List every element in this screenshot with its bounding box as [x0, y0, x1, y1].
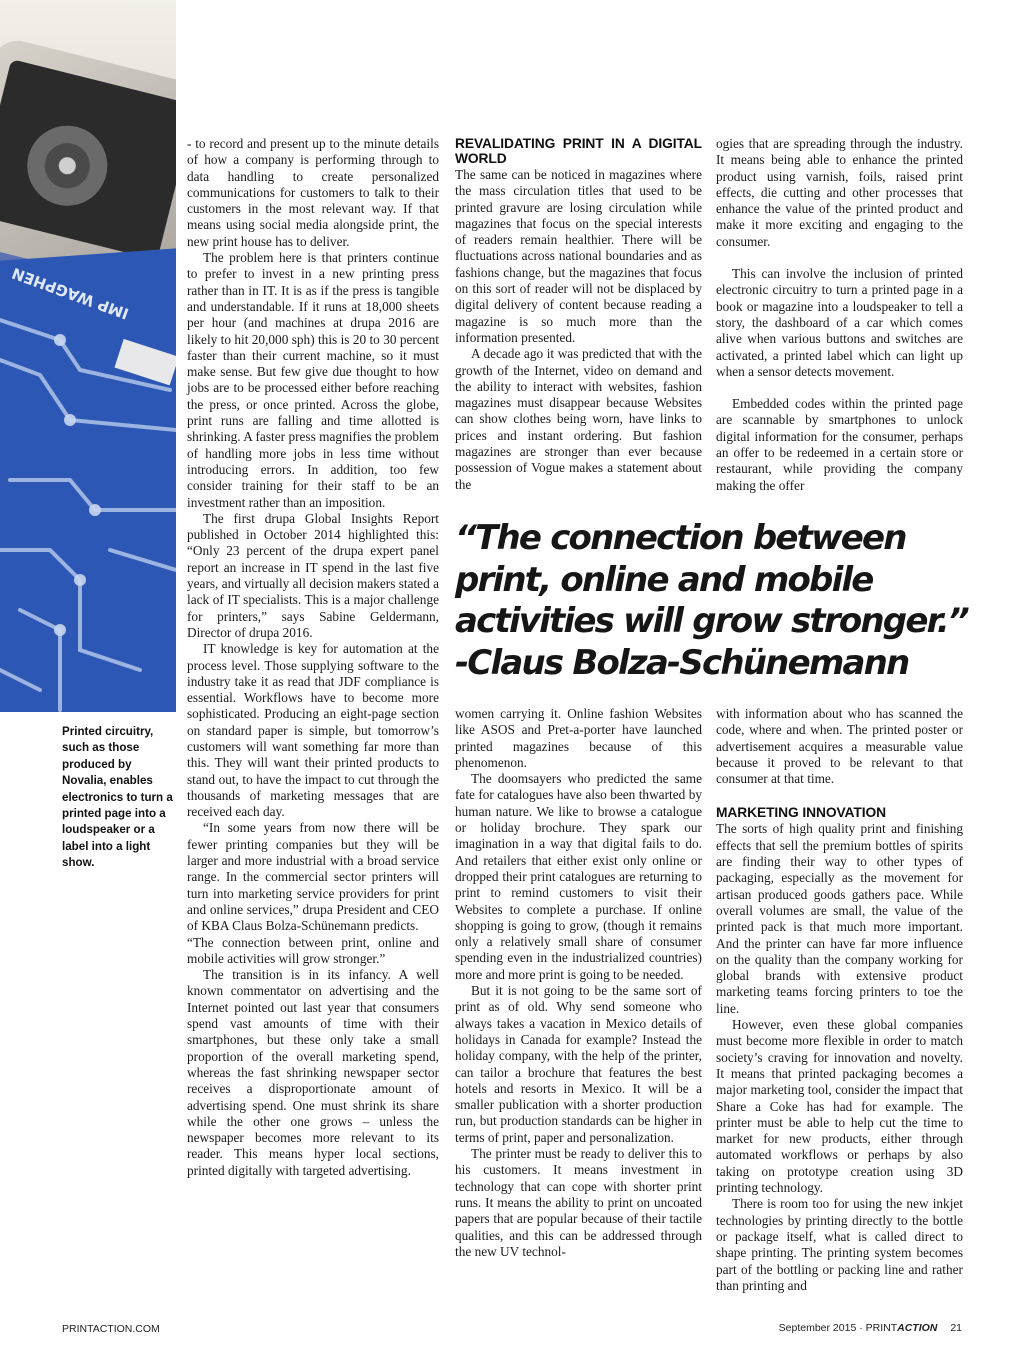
- paragraph: The sorts of high quality print and finishing effects that sell the premium bottles of spirits are finding their way to other types of packaging, especially as the movement for artisan produced goods gathers pace. While overall volumes are small, the value of the printed pack is that much more important. And the printer can have far more influence on the quality than the company working for global brands with extensive product marketing teams forcing printers to toe the line.: [716, 821, 963, 1016]
- paragraph: The problem here is that printers continue to prefer to invest in a new printing press rather than in IT. It is as if the press is tangible and understandable. If it runs at 18,000 sheets per hour (and machines at drupa 2016 are likely to hit 20,000 sph) this is 20 to 30 percent faster than their current machine, so it must make sense. But few give due thought to how jobs are to be processed either before reaching the press, or once printed. Across the globe, print runs are falling and time allotted is shrinking. A faster press magnifies the problem of handling more jobs in less time without introducing errors. In addition, too few consider training for their staff to be an investment rather than an imposition.: [187, 250, 439, 510]
- vinyl-disc: [19, 117, 116, 214]
- article-column-3-bottom: [716, 706, 963, 1294]
- paragraph: There is room too for using the new inkjet technologies by printing directly to the bottle or package itself, what is called direct to shape printing. The printing system becomes part of the bottling or packing line and rather than printing and: [716, 1196, 963, 1293]
- paragraph: “In some years from now there will be fewer printing companies but they will be larger and more industrial with a broad service range. In the commercial sector printers will turn into marketing service providers for print and online services,” drupa President and CEO of KBA Claus Bolza-Schünemann predicts.: [187, 820, 439, 934]
- pull-quote-line: “The connection between: [455, 518, 906, 558]
- paragraph: with information about who has scanned the code, where and when. The printed poster or advertisement acquires a measurable value because it proved to be relevant to that consumer at that time.: [716, 706, 963, 787]
- paragraph: “The connection between print, online and mobile activities will grow stronger.”: [187, 934, 439, 966]
- paragraph: The first drupa Global Insights Report published in October 2014 highlighted this: “Only 23 percent of the drupa expert panel report an increase in IT spend in the last five years, and virtually all decision makers stated a lack of IT specialists. This is a major challenge for printers,” says Sabine Geldermann, Director of drupa 2016.: [187, 510, 439, 640]
- section-heading: MARKETING INNOVATION: [716, 805, 886, 821]
- printed-circuit-graphic: [0, 250, 176, 712]
- footer-brand-action: ACTION: [897, 1322, 938, 1334]
- footer-date: September 2015 ·: [778, 1322, 863, 1334]
- paragraph: The transition is in its infancy. A well known commentator on advertising and the Internet pointed out last year that consumers spend vast amounts of time with their smartphones, but these only take a small proportion of the overall marketing spend, whereas the fast shrinking newspaper sector receives a disproportionate amount of advertising spend. One must shrink its share while the other one grows – unless the newspaper becomes more relevant to its reader. This means hyper local sections, printed digitally with targeted advertising.: [187, 967, 439, 1178]
- paragraph: A decade ago it was predicted that with the growth of the Internet, video on demand and the ability to interact with websites, fashion magazines must disappear because Websites can show clothes being worn, have links to prices and instant ordering. But fashion magazines are stronger than ever because possession of Vogue makes a statement about the: [455, 346, 702, 492]
- paragraph: However, even these global companies must become more flexible in order to match society’s craving for innovation and novelty. It means that printed packaging becomes a major marketing tool, consider the impact that Share a Coke has had for example. The printer must be able to help cut the time to market for new products, either through automated workflows or perhaps by also taking on prototype creation using 3D printing technology.: [716, 1017, 963, 1196]
- paragraph: The printer must be ready to deliver this to his customers. It means investment in technology that can cope with shorter print runs. It means the ability to print on uncoated papers that are popular because of their tactile qualities, and this can be addressed through the new UV technol-: [455, 1146, 702, 1259]
- paragraph: This can involve the inclusion of printed electronic circuitry to turn a printed page in a book or magazine into a loudspeaker to tell a story, the dashboard of a car which comes alive when various buttons and switches are activated, a printed label which can light up when a sensor detects movement.: [716, 266, 963, 379]
- pull-quote-attribution: -Claus Bolza-Schünemann: [455, 642, 909, 683]
- article-photo: [0, 0, 176, 712]
- pull-quote: [455, 518, 995, 684]
- article-column-2-bottom: [455, 706, 702, 1260]
- footer-site: PRINTACTION.COM: [62, 1323, 160, 1335]
- section-heading: REVALIDATING PRINT IN A DIGITAL WORLD: [455, 136, 702, 166]
- footer-brand-print: PRINT: [865, 1322, 898, 1334]
- footer-folio: [779, 1322, 962, 1334]
- paragraph: ogies that are spreading through the industry. It means being able to enhance the printed product using varnish, foils, raised print effects, die cutting and other processes that enhance the value of the printed product and make it more exciting and engaging to the consumer.: [716, 136, 963, 249]
- article-column-1: [187, 136, 439, 1179]
- paragraph: - to record and present up to the minute details of how a company is performing through to data handling to create personalized communications for customers to talk to their customers in the most relevant way. If that means using social media alongside print, the new print house has to deliver.: [187, 136, 439, 249]
- paragraph: The doomsayers who predicted the same fate for catalogues have also been thwarted by human nature. We like to browse a catalogue or holiday brochure. They spark our imagination in a way that digital fails to do. And retailers that either exist only online or dropped their print catalogues are returning to print to remind customers to visit their Websites to complete a purchase. If online shopping is going to grow, (though it remains only a relatively small share of consumer spending even in the industrialized countries) more and more print is going to be needed.: [455, 771, 702, 982]
- paragraph: IT knowledge is key for automation at the process level. Those supplying software to the industry take it as read that JDF compliance is essential. Workflows have to become more sophisticated. Producing an eight-page section on standard paper is simple, but tomorrow’s customers will want something far more than this. They will want their printed products to stand out, to have the impact to cut through the thousands of marketing messages that are received each day.: [187, 641, 439, 820]
- article-column-2-top: [455, 136, 702, 493]
- circuit-text: IMP WAGPHEN: [9, 263, 132, 323]
- article-column-3-top: [716, 136, 963, 494]
- paragraph: But it is not going to be the same sort of print as of old. Why send someone who always takes a vacation in Mexico details of holidays in Canada for example? Instead the holiday company, with the help of the printer, can tailor a brochure that features the best hotels and resorts in Mexico. It will be a smaller publication with a shorter production run, but production standards can be higher in terms of print, paper and personalization.: [455, 983, 702, 1145]
- device-screen: [0, 59, 176, 260]
- paragraph: Embedded codes within the printed page are scannable by smartphones to unlock digital information for the consumer, perhaps an offer to be redeemed in a certain store or restaurant, while providing the company making the offer: [716, 396, 963, 493]
- pull-quote-line: print, online and mobile: [455, 559, 873, 600]
- page-number: 21: [950, 1322, 962, 1334]
- paragraph: The same can be noticed in magazines where the mass circulation titles that used to be printed gravure are losing circulation while magazines that focus on the special interests of readers remain healthier. There will be fluctuations across national boundaries and as fashions change, but the magazines that focus on this sort of reader will not be displaced by digital delivery of content because reading a magazine is so much more than the information presented.: [455, 167, 702, 345]
- photo-caption: Printed circuitry, such as those produced by Novalia, enables electronics to turn a printed page into a loudspeaker or a label into a light show.: [62, 725, 173, 870]
- pull-quote-line: activities will grow stronger.”: [455, 601, 968, 641]
- paragraph: women carrying it. Online fashion Websites like ASOS and Pret-a-porter have launched printed magazines because of this phenomenon.: [455, 706, 702, 770]
